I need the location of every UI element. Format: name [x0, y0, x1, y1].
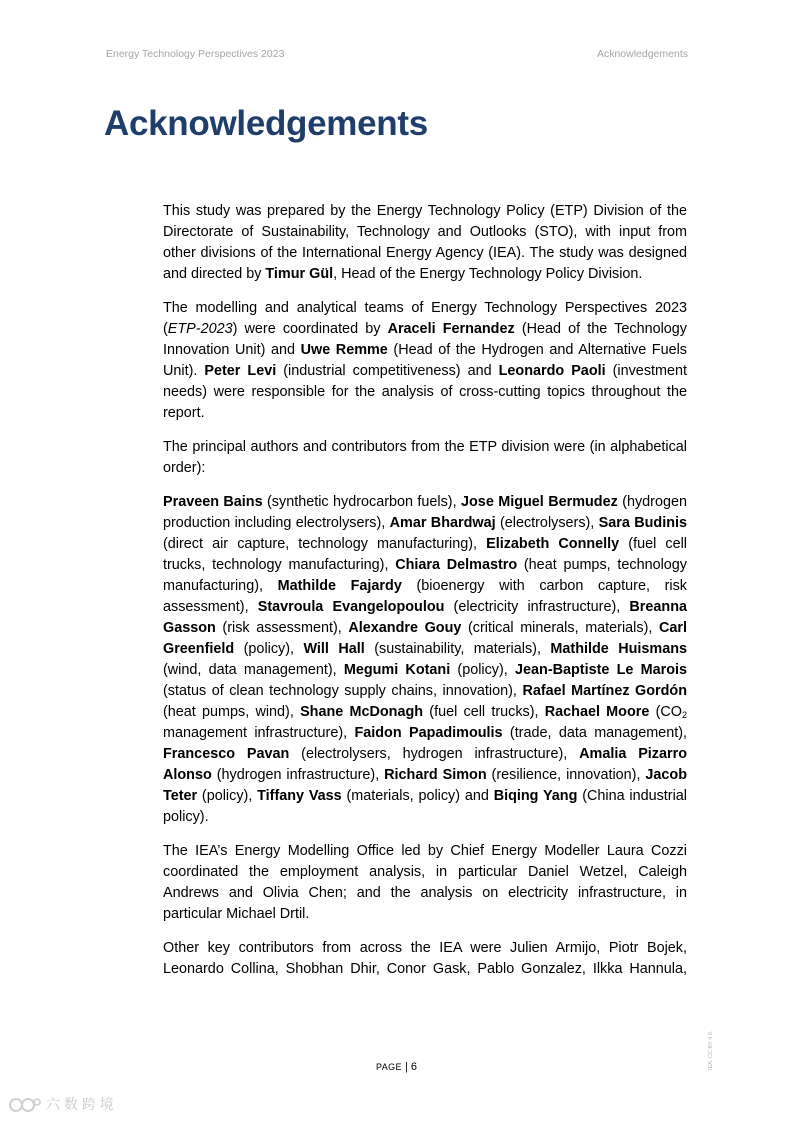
person-name: Timur Gül	[265, 266, 334, 282]
person-name: Amar Bhardwaj	[389, 515, 496, 531]
text-run: , Head of the Energy Technology Policy Division.	[333, 266, 643, 282]
text-run: (policy),	[450, 662, 516, 678]
text-run: (synthetic hydrocarbon fuels),	[262, 494, 462, 510]
text-run: (CO	[649, 704, 682, 720]
text-run: (resilience, innovation),	[486, 767, 646, 783]
person-name: Alexandre Gouy	[348, 620, 462, 636]
report-abbreviation: ETP-2023	[167, 321, 233, 337]
page-label: PAGE	[375, 1062, 402, 1072]
paragraph-intro	[163, 201, 687, 285]
text-run: (status of clean technology supply chains, innovation),	[163, 683, 523, 699]
text-run: (Head of the Technology Innovation Unit) and	[163, 321, 687, 358]
running-header	[106, 48, 688, 60]
person-name: Jean-Baptiste Le Marois	[515, 662, 687, 678]
person-name: Stavroula Evangelopoulou	[257, 599, 445, 615]
text-run: The modelling and analytical teams of Energy Technology Perspectives 2023 (	[163, 300, 687, 337]
text-run: (China industrial policy).	[163, 788, 687, 825]
person-name: Araceli Fernandez	[387, 321, 515, 337]
person-name: Uwe Remme	[300, 342, 388, 358]
text-run: (materials, policy) and	[341, 788, 494, 804]
text-run: (wind, data management),	[163, 662, 344, 678]
person-name: Biqing Yang	[493, 788, 578, 804]
text-run: (risk assessment),	[215, 620, 349, 636]
paragraph-other-contributors	[163, 938, 687, 980]
person-name: Amalia Pizarro Alonso	[163, 746, 687, 783]
person-name: Will Hall	[303, 641, 365, 657]
text-run: (policy),	[197, 788, 258, 804]
person-name: Faidon Papadimoulis	[354, 725, 503, 741]
text-run: (electricity infrastructure),	[444, 599, 630, 615]
person-name: Rafael Martínez Gordón	[522, 683, 687, 699]
person-name: Tiffany Vass	[257, 788, 342, 804]
text-run: management infrastructure),	[163, 725, 355, 741]
text-run: (industrial competitiveness) and	[276, 363, 499, 379]
paragraph-authors-list	[163, 492, 687, 828]
person-name: Breanna Gasson	[163, 599, 687, 636]
license-note	[708, 1018, 716, 1070]
person-name: Mathilde Fajardy	[277, 578, 402, 594]
text-run: ) were coordinated by	[232, 321, 388, 337]
paragraph-modelling-office	[163, 841, 687, 925]
person-name: Peter Levi	[204, 363, 277, 379]
subscript: 2	[681, 710, 687, 720]
person-name: Mathilde Huismans	[550, 641, 687, 657]
person-name: Jacob Teter	[163, 767, 687, 804]
text-run: (hydrogen production including electrolysers),	[163, 494, 687, 531]
person-name: Elizabeth Connelly	[486, 536, 620, 552]
paragraph-authors-intro	[163, 437, 687, 479]
license-text: IEA. CC BY 4.0.	[708, 1030, 714, 1070]
watermark	[8, 1094, 114, 1114]
person-name: Rachael Moore	[544, 704, 650, 720]
text-run: (heat pumps, wind),	[163, 704, 301, 720]
text-run: The principal authors and contributors from the ETP division were (in alphabetical order):	[163, 439, 687, 476]
page-footer	[0, 1061, 793, 1073]
text-run: (electrolysers),	[495, 515, 599, 531]
watermark-logo-icon	[8, 1095, 42, 1113]
text-run: (sustainability, materials),	[364, 641, 551, 657]
body-text	[163, 201, 687, 993]
text-run: This study was prepared by the Energy Technology Policy (ETP) Division of the Directorate of Sustainability, Technology and Outlooks (STO), with input from other divisions of the International Energy Agency (IEA). The study was designed and directed by	[163, 203, 687, 282]
person-name: Megumi Kotani	[343, 662, 451, 678]
text-run: (hydrogen infrastructure),	[211, 767, 385, 783]
text-run: (heat pumps, technology manufacturing),	[163, 557, 687, 594]
text-run: (trade, data management),	[502, 725, 687, 741]
person-name: Leonardo Paoli	[498, 363, 606, 379]
person-name: Francesco Pavan	[163, 746, 290, 762]
text-run: The IEA’s Energy Modelling Office led by Chief Energy Modeller Laura Cozzi coordinated the employment analysis, in particular Daniel Wetzel, Caleigh Andrews and Olivia Chen; and the analysis on electricity infrastructure, in particular Michael Drtil.	[163, 843, 687, 922]
page-title: Acknowledgements	[104, 104, 428, 143]
watermark-text: 六 数 跨 境	[46, 1096, 114, 1112]
text-run: Other key contributors from across the IEA were Julien Armijo, Piotr Bojek, Leonardo Collina, Shobhan Dhir, Conor Gask, Pablo Gonzalez, Ilkka Hannula,	[163, 940, 687, 977]
text-run: (fuel cell trucks),	[423, 704, 545, 720]
header-section-title: Acknowledgements	[596, 48, 688, 60]
person-name: Richard Simon	[384, 767, 487, 783]
text-run: (critical minerals, materials),	[461, 620, 659, 636]
person-name: Jose Miguel Bermudez	[461, 494, 618, 510]
text-run: (policy),	[234, 641, 304, 657]
text-run: (bioenergy with carbon capture, risk assessment),	[163, 578, 687, 615]
person-name: Carl Greenfield	[163, 620, 687, 657]
person-name: Shane McDonagh	[300, 704, 424, 720]
person-name: Chiara Delmastro	[395, 557, 518, 573]
paragraph-coordination	[163, 298, 687, 424]
page-number: 6	[410, 1061, 418, 1073]
text-run: (fuel cell trucks, technology manufacturing),	[163, 536, 687, 573]
page-separator: |	[404, 1061, 408, 1073]
person-name: Praveen Bains	[163, 494, 263, 510]
person-name: Sara Budinis	[598, 515, 688, 531]
text-run: (direct air capture, technology manufacturing),	[163, 536, 487, 552]
text-run: (investment needs) were responsible for the analysis of cross-cutting topics throughout the report.	[163, 363, 687, 421]
header-report-title: Energy Technology Perspectives 2023	[106, 48, 285, 60]
text-run: (electrolysers, hydrogen infrastructure),	[289, 746, 580, 762]
text-run: (Head of the Hydrogen and Alternative Fuels Unit).	[163, 342, 687, 379]
